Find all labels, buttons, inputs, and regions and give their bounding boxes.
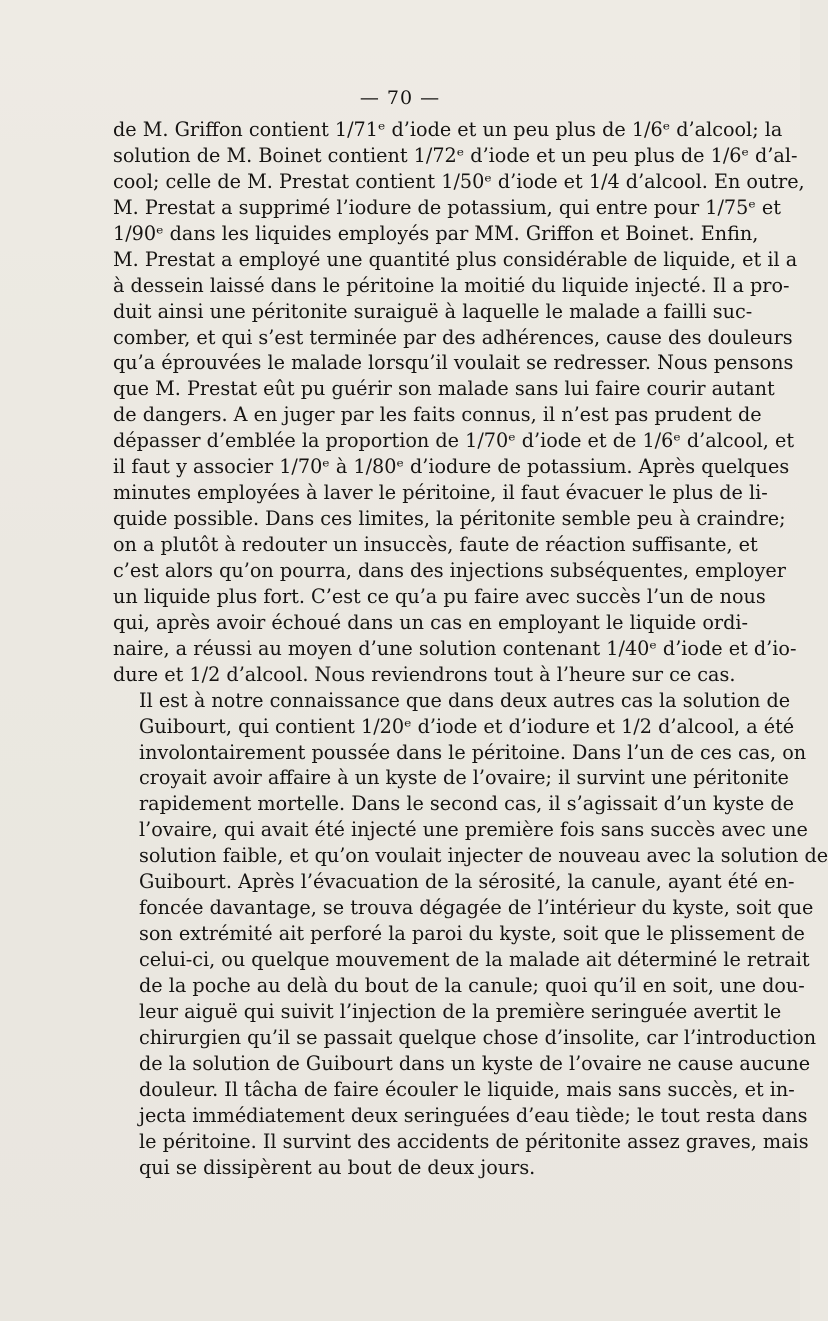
text-line: de M. Griffon contient 1/71ᵉ d’iode et un peu plus de 1/6ᵉ d’alcool; la bbox=[113, 118, 783, 141]
text-line: un liquide plus fort. C’est ce qu’a pu faire avec succès l’un de nous bbox=[113, 584, 766, 608]
text-line: minutes employées à laver le péritoine, il faut évacuer le plus de li- bbox=[113, 481, 768, 505]
text-line: Il est à notre connaissance que dans deux autres cas la solution de bbox=[139, 688, 791, 712]
text-line: que M. Prestat eût pu guérir son malade sans lui faire courir autant bbox=[113, 377, 775, 401]
text-line: son extrémité ait perforé la paroi du kyste, soit que le plissement de bbox=[139, 922, 805, 946]
text-line: rapidement mortelle. Dans le second cas, il s’agissait d’un kyste de bbox=[139, 792, 794, 816]
text-line: chirurgien qu’il se passait quelque chose d’insolite, car l’introduction bbox=[139, 1025, 817, 1049]
text-line: qui se dissipèrent au bout de deux jours. bbox=[139, 1155, 536, 1179]
text-line: douleur. Il tâcha de faire écouler le liquide, mais sans succès, et in- bbox=[139, 1077, 795, 1101]
text-line: 1/90ᵉ dans les liquides employés par MM. Griffon et Boinet. Enfin, bbox=[113, 221, 759, 245]
text-line: de la solution de Guibourt dans un kyste de l’ovaire ne cause aucune bbox=[139, 1051, 811, 1075]
text-line: qu’a éprouvées le malade lorsqu’il voulait se redresser. Nous pensons bbox=[113, 351, 794, 375]
text-line: Guibourt. Après l’évacuation de la sérosité, la canule, ayant été en- bbox=[139, 870, 795, 894]
text-line: jecta immédiatement deux seringuées d’eau tiède; le tout resta dans bbox=[139, 1103, 808, 1127]
text-line: celui-ci, ou quelque mouvement de la malade ait déterminé le retrait bbox=[139, 948, 810, 971]
text-line: croyait avoir affaire à un kyste de l’ovaire; il survint une péritonite bbox=[139, 766, 789, 790]
text-line: M. Prestat a supprimé l’iodure de potassium, qui entre pour 1/75ᵉ et bbox=[113, 195, 781, 219]
text-line: quide possible. Dans ces limites, la péritonite semble peu à craindre; bbox=[113, 507, 786, 531]
text-line: duit ainsi une péritonite suraiguë à laquelle le malade a failli suc- bbox=[113, 299, 753, 323]
text-line: de dangers. A en juger par les faits connus, il n’est pas prudent de bbox=[113, 403, 762, 427]
text-line: M. Prestat a employé une quantité plus considérable de liquide, et il a bbox=[113, 247, 798, 271]
text-line: naire, a réussi au moyen d’une solution contenant 1/40ᵉ d’iode et d’io- bbox=[113, 636, 797, 660]
page-number: — 70 — bbox=[359, 87, 441, 109]
text-line: dépasser d’emblée la proportion de 1/70ᵉ d’iode et de 1/6ᵉ d’alcool, et bbox=[113, 429, 795, 453]
text-line: le péritoine. Il survint des accidents de péritonite assez graves, mais bbox=[139, 1129, 809, 1153]
text-line: cool; celle de M. Prestat contient 1/50ᵉ d’iode et 1/4 d’alcool. En outre, bbox=[113, 169, 805, 193]
paragraph-2 bbox=[113, 688, 828, 1181]
text-line: c’est alors qu’on pourra, dans des injections subséquentes, employer bbox=[113, 558, 786, 582]
text-line: qui, après avoir échoué dans un cas en employant le liquide ordi- bbox=[113, 610, 748, 634]
text-line: on a plutôt à redouter un insuccès, faute de réaction suffisante, et bbox=[113, 533, 758, 556]
text-line: à dessein laissé dans le péritoine la moitié du liquide injecté. Il a pro- bbox=[113, 273, 790, 297]
text-line: l’ovaire, qui avait été injecté une première fois sans succès avec une bbox=[139, 818, 808, 842]
text-line: il faut y associer 1/70ᵉ à 1/80ᵉ d’iodure de potassium. Après quelques bbox=[113, 455, 790, 479]
text-line: involontairement poussée dans le péritoine. Dans l’un de ces cas, on bbox=[139, 740, 807, 764]
text-line: solution faible, et qu’on voulait injecter de nouveau avec la solution de bbox=[139, 844, 828, 868]
text-line: comber, et qui s’est terminée par des adhérences, cause des douleurs bbox=[113, 325, 793, 349]
text-line: dure et 1/2 d’alcool. Nous reviendrons tout à l’heure sur ce cas. bbox=[113, 662, 736, 686]
paragraph-1 bbox=[113, 117, 805, 688]
text-line: leur aiguë qui suivit l’injection de la première seringuée avertit le bbox=[139, 999, 782, 1023]
body-text bbox=[113, 117, 828, 1180]
text-line: solution de M. Boinet contient 1/72ᵉ d’iode et un peu plus de 1/6ᵉ d’al- bbox=[113, 143, 798, 167]
text-line: de la poche au delà du bout de la canule; quoi qu’il en soit, une dou- bbox=[139, 973, 805, 997]
text-line: foncée davantage, se trouva dégagée de l’intérieur du kyste, soit que bbox=[139, 896, 814, 920]
text-line: Guibourt, qui contient 1/20ᵉ d’iode et d’iodure et 1/2 d’alcool, a été bbox=[139, 714, 795, 738]
